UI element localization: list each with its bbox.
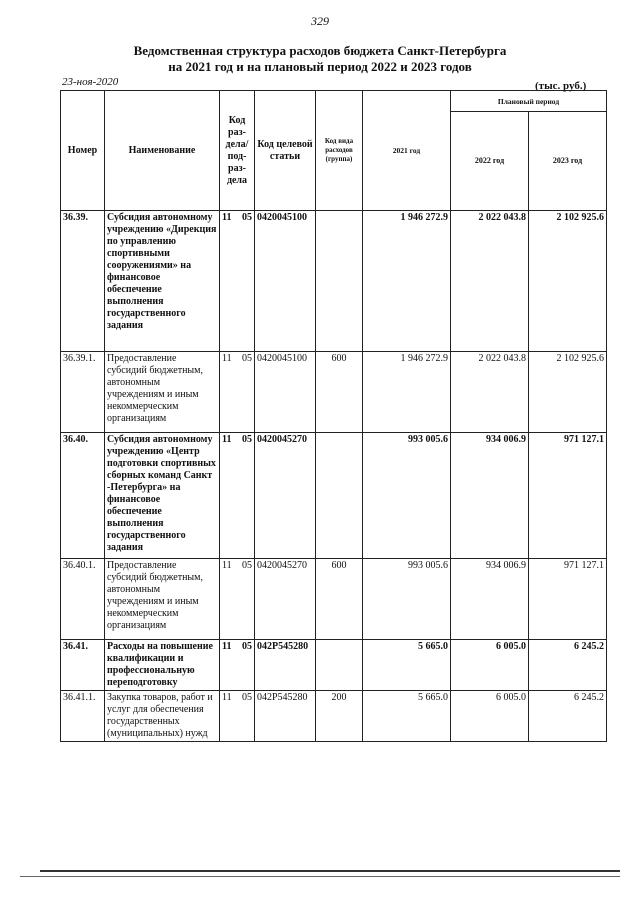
row-name: Расходы на повышение квалификации и профессиональную переподготовку	[105, 640, 220, 691]
row-section: 11	[222, 692, 232, 703]
row-name: Закупка товаров, работ и услуг для обеспечения государственных (муниципальных) нужд	[105, 691, 220, 742]
row-value-2023: 971 127.1	[529, 559, 607, 640]
row-section: 11	[222, 353, 232, 364]
row-subsection: 05	[242, 434, 252, 445]
header-year-2023: 2023 год	[529, 112, 607, 211]
row-name: Предоставление субсидий бюджетным, автономным учреждениям и иным некоммерческим организациям	[105, 352, 220, 433]
row-section: 11	[222, 641, 232, 652]
header-section-code: Код раз-дела/ под-раз-дела	[220, 91, 255, 211]
row-value-2021: 1 946 272.9	[363, 211, 451, 352]
row-number: 36.39.1.	[61, 352, 105, 433]
row-expense-type: 200	[316, 691, 363, 742]
table-row	[61, 211, 607, 352]
row-number: 36.40.1.	[61, 559, 105, 640]
row-value-2023: 971 127.1	[529, 433, 607, 559]
row-value-2021: 5 665.0	[363, 691, 451, 742]
row-subsection: 05	[242, 212, 252, 223]
row-value-2021: 993 005.6	[363, 559, 451, 640]
row-name: Субсидия автономному учреждению «Дирекция по управлению спортивными сооружениями» на финансовое обеспечение выполнения государственного задания	[105, 211, 220, 352]
row-value-2021: 993 005.6	[363, 433, 451, 559]
row-name: Предоставление субсидий бюджетным, автономным учреждениям и иным некоммерческим организациям	[105, 559, 220, 640]
scan-border-line-thin	[20, 876, 620, 877]
table-row	[61, 352, 607, 433]
row-target-code: 042P545280	[255, 691, 316, 742]
row-target-code: 0420045270	[255, 433, 316, 559]
row-value-2021: 5 665.0	[363, 640, 451, 691]
row-value-2022: 6 005.0	[451, 691, 529, 742]
document-title-line2: на 2021 год и на плановый период 2022 и 2023 годов	[168, 59, 472, 74]
row-value-2023: 2 102 925.6	[529, 211, 607, 352]
units-label: (тыс. руб.)	[535, 80, 587, 92]
row-number: 36.41.	[61, 640, 105, 691]
row-subsection: 05	[242, 353, 252, 364]
row-value-2022: 6 005.0	[451, 640, 529, 691]
row-expense-type	[316, 640, 363, 691]
row-subsection: 05	[242, 560, 252, 571]
row-value-2023: 6 245.2	[529, 691, 607, 742]
header-expense-type-code: Код вида расходов (группа)	[316, 91, 363, 211]
row-value-2022: 934 006.9	[451, 433, 529, 559]
header-target-code: Код целевой статьи	[255, 91, 316, 211]
row-expense-type: 600	[316, 352, 363, 433]
row-value-2023: 2 102 925.6	[529, 352, 607, 433]
table-row	[61, 433, 607, 559]
page-number: 329	[311, 14, 329, 28]
row-section: 11	[222, 560, 232, 571]
row-number: 36.41.1.	[61, 691, 105, 742]
row-target-code: 0420045270	[255, 559, 316, 640]
row-section: 11	[222, 434, 232, 445]
table-row	[61, 691, 607, 742]
table-row	[61, 640, 607, 691]
document-title-line1: Ведомственная структура расходов бюджета Санкт-Петербурга	[133, 43, 507, 58]
document-date: 23-ноя-2020	[62, 76, 119, 88]
row-value-2022: 2 022 043.8	[451, 211, 529, 352]
budget-table	[60, 90, 607, 742]
row-target-code: 0420045100	[255, 352, 316, 433]
row-subsection: 05	[242, 641, 252, 652]
scan-border-line	[40, 870, 620, 872]
row-target-code: 042P545280	[255, 640, 316, 691]
header-name: Наименование	[105, 91, 220, 211]
row-value-2021: 1 946 272.9	[363, 352, 451, 433]
header-year-2021: 2021 год	[363, 91, 451, 211]
row-expense-type: 600	[316, 559, 363, 640]
row-name: Субсидия автономному учреждению «Центр подготовки спортивных сборных команд Санкт -Петербурга» на финансовое обеспечение выполнения государственного задания	[105, 433, 220, 559]
row-number: 36.39.	[61, 211, 105, 352]
header-year-2022: 2022 год	[451, 112, 529, 211]
row-section: 11	[222, 212, 232, 223]
row-value-2022: 934 006.9	[451, 559, 529, 640]
row-value-2022: 2 022 043.8	[451, 352, 529, 433]
row-target-code: 0420045100	[255, 211, 316, 352]
header-planned-period: Плановый период	[451, 91, 607, 112]
row-expense-type	[316, 433, 363, 559]
row-value-2023: 6 245.2	[529, 640, 607, 691]
row-number: 36.40.	[61, 433, 105, 559]
row-expense-type	[316, 211, 363, 352]
table-row	[61, 559, 607, 640]
header-row-1	[61, 91, 607, 112]
header-number: Номер	[61, 91, 105, 211]
row-subsection: 05	[242, 692, 252, 703]
